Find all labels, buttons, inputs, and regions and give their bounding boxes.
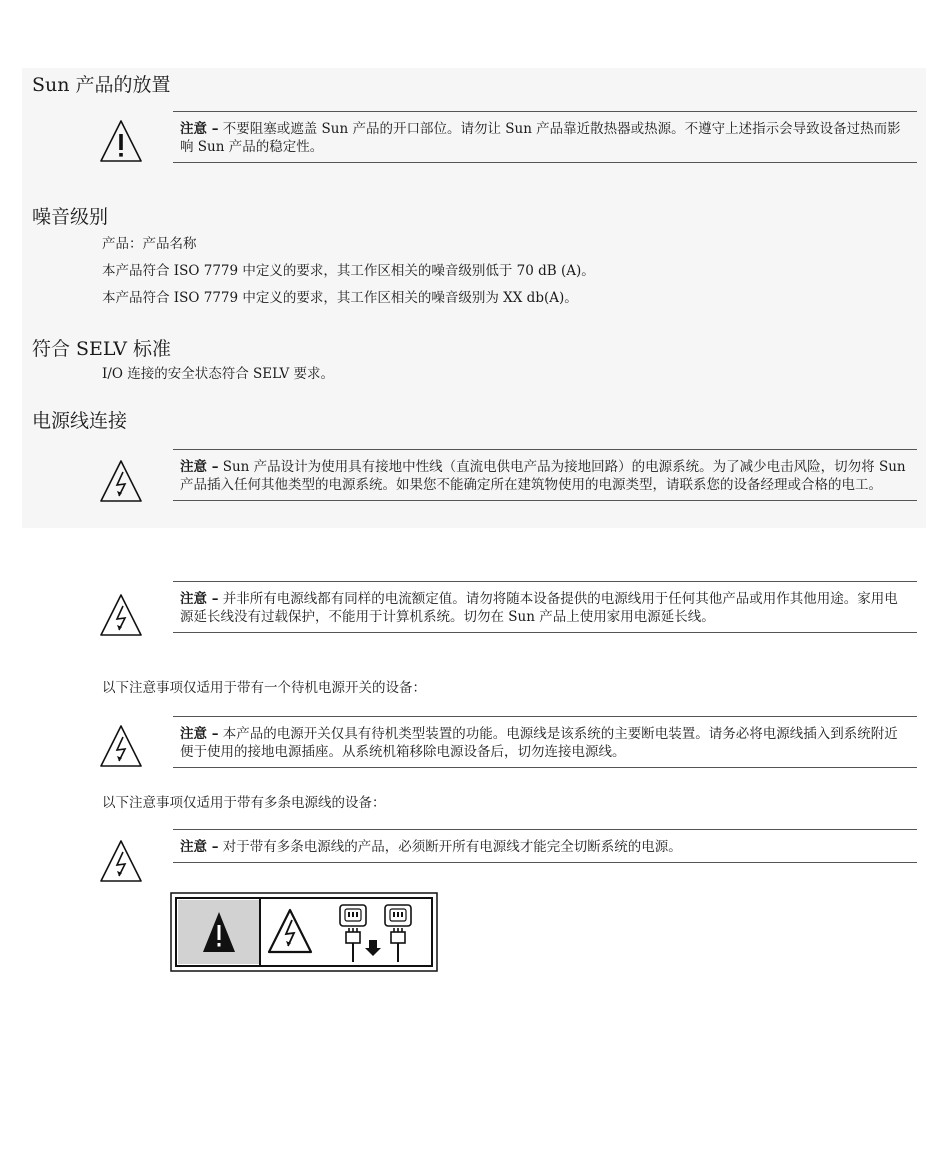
note-power-3 [173, 716, 917, 768]
standby-intro: 以下注意事项仅适用于带有一个待机电源开关的设备： [102, 680, 426, 696]
note-placement [173, 111, 917, 163]
note-power-2-text: 注意 – 并非所有电源线都有同样的电流额定值。请勿将随本设备提供的电源线用于任何其他产品或用作其他用途。家用电源延长线没有过载保护，不能用于计算机系统。切勿在 Sun 产品上使用家用电源延长线。 [180, 591, 898, 625]
section-heading-placement: Sun 产品的放置 [32, 74, 171, 96]
multi-cord-intro: 以下注意事项仅适用于带有多条电源线的设备： [102, 795, 386, 811]
electric-shock-icon [98, 838, 144, 884]
note-power-3-text: 注意 – 本产品的电源开关仅具有待机类型装置的功能。电源线是该系统的主要断电装置。请务必将电源线插入到系统附近便于使用的接地电源插座。从系统机箱移除电源设备后，切勿连接电源线。 [180, 726, 898, 760]
section-heading-noise: 噪音级别 [32, 206, 109, 228]
note-power-4 [173, 829, 917, 863]
note-power-1 [173, 449, 917, 501]
section-heading-power: 电源线连接 [32, 410, 128, 432]
section-heading-selv: 符合 SELV 标准 [32, 338, 172, 360]
electric-shock-icon [98, 723, 144, 769]
note-power-2 [173, 581, 917, 633]
note-placement-text: 注意 – 不要阻塞或遮盖 Sun 产品的开口部位。请勿让 Sun 产品靠近散热器或热源。不遵守上述指示会导致设备过热而影响 Sun 产品的稳定性。 [180, 121, 901, 155]
note-power-1-text: 注意 – Sun 产品设计为使用具有接地中性线（直流电供电产品为接地回路）的电源系统。为了减少电击风险，切勿将 Sun 产品插入任何其他类型的电源系统。如果您不能确定所在建筑物使用的电源类型，请联系您的设备经理或合格的电工。 [180, 459, 906, 493]
caution-triangle-icon [98, 118, 144, 164]
noise-product-line: 产品：产品名称 [102, 236, 197, 252]
note-power-4-text: 注意 – 对于带有多条电源线的产品，必须断开所有电源线才能完全切断系统的电源。 [180, 839, 682, 855]
electric-shock-icon [98, 592, 144, 638]
noise-line-1: 本产品符合 ISO 7779 中定义的要求，其工作区相关的噪音级别低于 70 dB (A)。 [102, 263, 595, 279]
noise-line-2: 本产品符合 ISO 7779 中定义的要求，其工作区相关的噪音级别为 XX db(A)。 [102, 290, 578, 306]
electric-shock-icon [98, 458, 144, 504]
multi-cord-warning-label [170, 892, 438, 972]
selv-line: I/O 连接的安全状态符合 SELV 要求。 [102, 366, 335, 382]
